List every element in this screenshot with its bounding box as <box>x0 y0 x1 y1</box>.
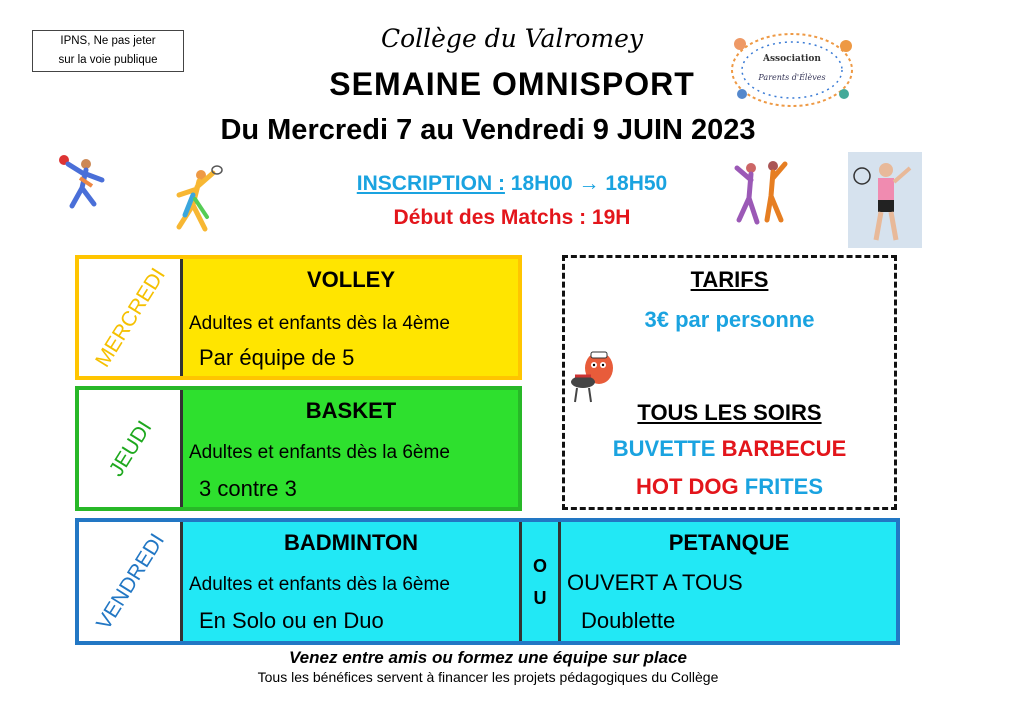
tarifs-price: 3€ par personne <box>644 307 815 332</box>
footer-benefits: Tous les bénéfices servent à financer les projets pédagogiques du Collège <box>257 669 719 685</box>
tarifs-title: TARIFS <box>690 267 769 292</box>
day-cell-vendredi <box>79 522 183 641</box>
page-title: SEMAINE OMNISPORT <box>329 66 695 102</box>
volleyball-players-illustration <box>727 158 797 230</box>
tarifs-box <box>562 255 897 510</box>
or-letter-o: O <box>532 556 547 576</box>
day-cell-jeudi <box>79 390 183 507</box>
barbecue-label: BARBECUE <box>721 436 847 461</box>
event-dates: Du Mercredi 7 au Vendredi 9 JUIN 2023 <box>220 114 756 146</box>
basketball-player-illustration <box>50 150 120 218</box>
school-name: Collège du Valromey <box>380 24 644 53</box>
audience-badminton: Adultes et enfants dès la 6ème <box>189 574 450 595</box>
inscription-label: INSCRIPTION : <box>356 172 505 195</box>
buvette-label: BUVETTE <box>612 436 716 461</box>
evening-line-1 <box>565 436 894 462</box>
day-label-vendredi: VENDREDI <box>92 529 170 634</box>
activity-badminton: BADMINTON <box>283 530 419 555</box>
frites-label: FRITES <box>744 474 824 499</box>
activity-petanque: PETANQUE <box>668 530 790 555</box>
logo-text-bottom: Parents d'Élèves <box>758 73 826 82</box>
inscription-time: 18H00 → 18H50 <box>510 172 668 195</box>
day-label-jeudi: JEUDI <box>104 416 157 481</box>
friday-block <box>75 518 900 645</box>
match-start: Début des Matchs : 19H <box>393 206 631 229</box>
badminton-player-illustration <box>165 165 225 240</box>
association-logo <box>722 30 862 110</box>
notice-line-1: IPNS, Ne pas jeter <box>60 35 156 47</box>
day-cell-mercredi <box>79 259 183 376</box>
activity-volley: VOLLEY <box>306 267 395 292</box>
evening-line-2 <box>565 474 894 500</box>
day-label-mercredi: MERCREDI <box>91 263 171 371</box>
format-volley: Par équipe de 5 <box>199 345 355 370</box>
format-petanque: Doublette <box>581 608 676 633</box>
format-basket: 3 contre 3 <box>199 476 297 501</box>
evening-title: TOUS LES SOIRS <box>637 400 822 425</box>
hotdog-label: HOT DOG <box>635 474 739 499</box>
tennis-player-photo <box>848 152 922 248</box>
or-separator <box>519 522 561 641</box>
format-badminton: En Solo ou en Duo <box>199 608 384 633</box>
barbecue-mascot-icon <box>569 348 621 408</box>
notice-line-2: sur la voie publique <box>58 54 158 66</box>
thursday-basket-block <box>75 386 522 511</box>
audience-basket: Adultes et enfants dès la 6ème <box>189 442 450 463</box>
audience-volley: Adultes et enfants dès la 4ème <box>189 313 450 334</box>
activity-basket: BASKET <box>305 398 397 423</box>
or-letter-u: U <box>533 588 547 608</box>
wednesday-volley-block <box>75 255 522 380</box>
audience-petanque: OUVERT A TOUS <box>567 570 743 595</box>
footer-invitation: Venez entre amis ou formez une équipe sur place <box>288 648 688 667</box>
logo-text-top: Association <box>763 54 821 64</box>
